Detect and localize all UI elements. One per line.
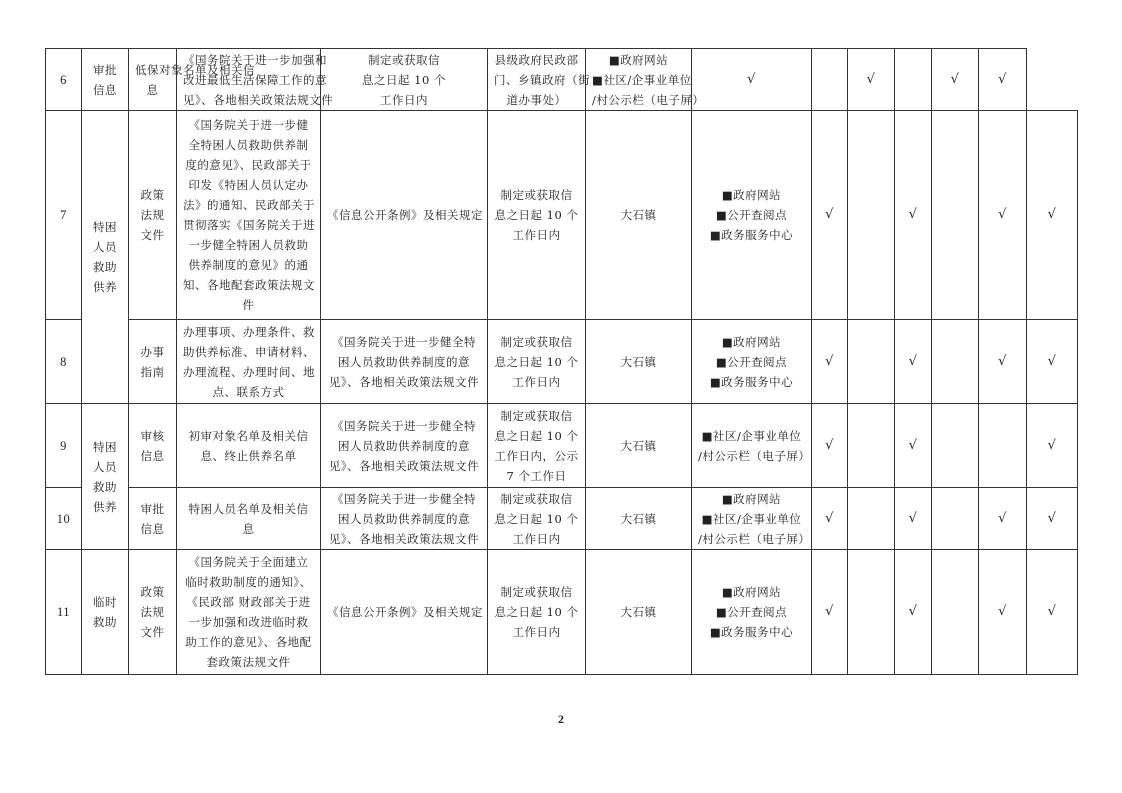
cell-line: 息之日起 10 个 [494, 208, 579, 222]
check-cell [848, 111, 895, 320]
cell-line: 大石镇 [620, 438, 657, 453]
check-cell: √ [848, 49, 895, 111]
cell-line: 工作日内 [512, 625, 561, 639]
cell-line: 息 [146, 82, 159, 97]
check-cell: √ [1027, 320, 1078, 404]
content-cell [177, 550, 321, 675]
check-cell [932, 320, 979, 404]
cell-line: 救助 [93, 260, 117, 274]
cell-line: 政策 [140, 188, 165, 202]
cell-line: 特困 [93, 220, 117, 234]
check-cell [932, 550, 979, 675]
cell-line: 息 [242, 521, 255, 536]
cell-line: 全特困人员救助供养制 [188, 138, 309, 152]
cell-line: ■政府网站 [721, 188, 782, 202]
basis-cell [321, 550, 488, 675]
check-cell: √ [812, 488, 848, 550]
cell-line: 息之日起 10 个 [494, 428, 579, 443]
check-cell: √ [932, 49, 979, 111]
check-cell: √ [895, 111, 932, 320]
cell-line: 政策 [140, 585, 165, 599]
category-cell [82, 550, 129, 675]
cell-line: 门、乡镇政府（街 [494, 72, 590, 87]
cell-line: 办事 [140, 344, 165, 359]
check-cell [812, 49, 848, 111]
row-number: 8 [46, 320, 82, 404]
table-row [46, 550, 1078, 675]
cell-line: 文件 [140, 228, 165, 242]
cell-line: 临时 [93, 595, 117, 609]
check-cell: √ [812, 111, 848, 320]
check-cell: √ [812, 404, 848, 488]
info-type-cell [129, 550, 177, 675]
cell-line: /村公示栏（电子屏） [698, 531, 811, 546]
check-cell [848, 550, 895, 675]
cell-line: 《国务院关于进一步健 [188, 118, 309, 132]
cell-line: 工作日内 [512, 531, 561, 546]
time-limit-cell [488, 550, 586, 675]
check-cell [932, 111, 979, 320]
subject-cell [586, 320, 692, 404]
cell-line: 工作日内 [512, 228, 561, 242]
cell-line: 息之日起 10 个 [494, 605, 579, 619]
cell-line: 信息 [140, 448, 165, 463]
cell-line: 救助 [93, 479, 117, 494]
check-cell [848, 488, 895, 550]
time-limit-cell [488, 488, 586, 550]
category-cell [82, 111, 129, 404]
check-cell: √ [812, 550, 848, 675]
cell-line: 见》、各地相关政策法规文件 [328, 458, 480, 473]
cell-line: 制定或获取信 [500, 334, 573, 349]
channel-cell [692, 488, 812, 550]
cell-line: 《国务院关于进一步加强和 [183, 52, 327, 67]
cell-line: 困人员救助供养制度的意 [338, 438, 470, 453]
cell-line: 助工作的意见》、各地配 [185, 635, 312, 649]
cell-line: 大石镇 [620, 354, 657, 369]
cell-line: ■政府网站 [721, 585, 782, 599]
row-number: 11 [46, 550, 82, 675]
content-cell [177, 320, 321, 404]
check-cell: √ [895, 404, 932, 488]
category-cell [82, 404, 129, 550]
basis-cell [321, 488, 488, 550]
cell-line: ■社区/企事业单位 [701, 511, 802, 526]
cell-line: 《国务院关于进一步健全特 [332, 491, 476, 506]
check-cell: √ [1027, 404, 1078, 488]
cell-line: 息、终止供养名单 [200, 448, 297, 463]
table-row [46, 320, 1078, 404]
cell-line: 信息 [140, 521, 165, 536]
cell-line: 制定或获取信 [500, 585, 573, 599]
check-cell [895, 49, 932, 111]
check-cell: √ [1027, 488, 1078, 550]
cell-line: 《国务院关于进一步健全特 [332, 418, 476, 433]
cell-line: 供养 [93, 280, 117, 294]
cell-line: 审批 [93, 62, 117, 77]
subject-cell [586, 488, 692, 550]
subject-cell [586, 404, 692, 488]
check-cell [979, 404, 1027, 488]
disclosure-table [45, 48, 1078, 675]
check-cell [932, 404, 979, 488]
table-row [46, 488, 1078, 550]
cell-line: ■政府网站 [721, 491, 782, 506]
cell-line: 见》、各地相关政策法规文件 [328, 531, 480, 546]
check-cell: √ [895, 488, 932, 550]
cell-line: 特困人员名单及相关信 [188, 501, 309, 516]
check-cell: √ [979, 550, 1027, 675]
cell-line: 人员 [93, 459, 117, 474]
basis-cell [321, 404, 488, 488]
channel-cell [692, 111, 812, 320]
info-type-cell [129, 111, 177, 320]
table-row [46, 111, 1078, 320]
cell-line: 制定或获取信 [500, 491, 573, 506]
cell-line: 《信息公开条例》及相关规定 [327, 605, 483, 619]
cell-line: 大石镇 [620, 208, 657, 222]
cell-line: 困人员救助供养制度的意 [338, 511, 470, 526]
cell-line: 审批 [140, 501, 165, 516]
content-cell [177, 111, 321, 320]
content-cell [177, 404, 321, 488]
row-number: 6 [46, 49, 82, 111]
cell-line: 办理流程、办理时间、地 [183, 364, 315, 379]
cell-line: ■政府网站 [608, 52, 669, 67]
table-row [46, 49, 1078, 111]
cell-line: ■政务服务中心 [709, 625, 794, 639]
cell-line: 助供养标准、申请材料、 [183, 344, 315, 359]
cell-line: 临时救助制度的通知》、 [185, 575, 312, 589]
check-cell: √ [812, 320, 848, 404]
cell-line: 一步健全特困人员救助 [188, 238, 309, 252]
time-limit-cell [488, 404, 586, 488]
check-cell: √ [979, 320, 1027, 404]
check-cell: √ [979, 49, 1027, 111]
cell-line: 审核 [140, 428, 165, 443]
table-row [46, 404, 1078, 488]
cell-line: 制定或获取信 [500, 188, 573, 202]
cell-line: 《国务院关于进一步健全特 [332, 334, 476, 349]
cell-line: 特困 [93, 439, 117, 454]
check-cell: √ [895, 550, 932, 675]
basis-cell [321, 111, 488, 320]
subject-cell [586, 550, 692, 675]
cell-line: 供养制度的意见》的通 [188, 258, 309, 272]
check-cell [848, 320, 895, 404]
channel-cell [692, 404, 812, 488]
cell-line: 信息 [93, 82, 117, 97]
check-cell: √ [979, 488, 1027, 550]
check-cell: √ [692, 49, 812, 111]
cell-line: 指南 [140, 364, 165, 379]
cell-line: 息之日起 10 个 [362, 72, 446, 87]
cell-line: 县级政府民政部 [494, 52, 579, 67]
channel-cell [692, 550, 812, 675]
basis-cell [321, 320, 488, 404]
cell-line: ■政务服务中心 [709, 374, 794, 389]
cell-line: 套政策法规文件 [206, 655, 291, 669]
cell-line: 文件 [140, 625, 165, 639]
cell-line: 《民政部 财政部关于进 [186, 595, 311, 609]
cell-line: 大石镇 [620, 511, 657, 526]
cell-line: ■公开查阅点 [715, 354, 788, 369]
row-number: 10 [46, 488, 82, 550]
check-cell [932, 488, 979, 550]
cell-line: 制定或获取信 [500, 408, 573, 423]
cell-line: 工作日内，公示 [494, 448, 579, 463]
time-limit-cell [321, 49, 488, 111]
cell-line: 工作日内 [512, 374, 561, 389]
cell-line: 见》、各地相关政策法规文件 [328, 374, 480, 389]
cell-line: 困人员救助供养制度的意 [338, 354, 470, 369]
info-type-cell [129, 320, 177, 404]
channel-cell [586, 49, 705, 111]
cell-line: /村公示栏（电子屏） [698, 448, 811, 463]
check-cell: √ [1027, 111, 1078, 320]
channel-cell [692, 320, 812, 404]
cell-line: ■政务服务中心 [709, 228, 794, 242]
cell-line: ■社区/企事业单位 [592, 72, 692, 87]
cell-line: 低保对象名单及相关信 [135, 62, 255, 77]
cell-line: 制定或获取信 [368, 52, 440, 67]
subject-cell [586, 111, 692, 320]
check-cell [848, 404, 895, 488]
cell-line: 道办事处） [506, 92, 567, 107]
cell-line: 知、各地配套政策法规文 [183, 278, 315, 292]
cell-line: 度的意见》、民政部关于 [185, 158, 312, 172]
cell-line: 《国务院关于全面建立 [188, 555, 309, 569]
cell-line: 息之日起 10 个 [494, 511, 579, 526]
cell-line: 《信息公开条例》及相关规定 [327, 208, 483, 222]
basis-cell [177, 49, 334, 111]
row-number: 7 [46, 111, 82, 320]
cell-line: 7 个工作日 [506, 468, 567, 483]
cell-line: 法》的通知、民政部关于 [183, 198, 315, 212]
time-limit-cell [488, 320, 586, 404]
cell-line: ■公开查阅点 [715, 208, 788, 222]
info-type-cell [82, 49, 129, 111]
cell-line: 点、联系方式 [212, 384, 285, 399]
cell-line: 见》、各地相关政策法规文件 [183, 92, 334, 107]
cell-line: ■政府网站 [721, 334, 782, 349]
cell-line: 办理事项、办理条件、救 [183, 324, 315, 339]
cell-line: 件 [242, 298, 255, 312]
time-limit-cell [488, 111, 586, 320]
check-cell: √ [1027, 550, 1078, 675]
page-number: 2 [558, 712, 564, 726]
cell-line: 法规 [140, 605, 165, 619]
row-number: 9 [46, 404, 82, 488]
cell-line: 大石镇 [620, 605, 657, 619]
content-cell [177, 488, 321, 550]
cell-line: 印发《特困人员认定办 [188, 178, 309, 192]
cell-line: 供养 [93, 499, 117, 514]
cell-line: 息之日起 10 个 [494, 354, 579, 369]
info-type-cell [129, 488, 177, 550]
info-type-cell [129, 404, 177, 488]
check-cell: √ [979, 111, 1027, 320]
cell-line: ■社区/企事业单位 [701, 428, 802, 443]
cell-line: 法规 [140, 208, 165, 222]
cell-line: 贯彻落实《国务院关于进 [183, 218, 315, 232]
cell-line: 改进最低生活保障工作的意 [183, 72, 327, 87]
cell-line: 工作日内 [380, 92, 428, 107]
cell-line: ■公开查阅点 [715, 605, 788, 619]
cell-line: 一步加强和改进临时救 [188, 615, 309, 629]
check-cell: √ [895, 320, 932, 404]
cell-line: 救助 [93, 615, 117, 629]
cell-line: /村公示栏（电子屏） [592, 92, 705, 107]
cell-line: 初审对象名单及相关信 [188, 428, 309, 443]
subject-cell [488, 49, 590, 111]
cell-line: 人员 [93, 240, 117, 254]
